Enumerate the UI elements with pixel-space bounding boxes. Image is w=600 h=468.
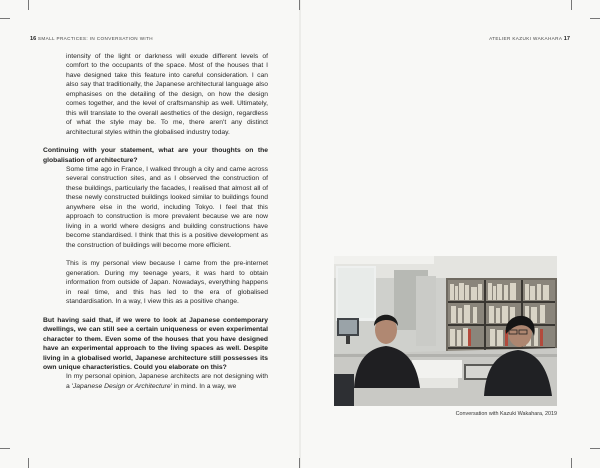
running-head-right [489,36,570,42]
crop-mark [590,18,600,19]
crop-mark [0,18,10,19]
running-head-right-text: ATELIER KAZUKI WAKAHARA [489,36,563,41]
answer-text-end: ' in mind. In a way, we [170,382,237,390]
interview-text [43,52,268,391]
answer-paragraph [43,372,268,391]
running-head-left [30,36,153,42]
crop-mark [590,448,600,449]
page-number-right: 17 [563,36,570,42]
page-number-left: 16 [30,36,37,42]
crop-mark [571,0,572,10]
question-paragraph: Continuing with your statement, what are your thoughts on the globalisation of architecture? [43,147,268,164]
gutter [299,0,301,468]
answer-text-start: In my personal opinion, Japanese architects are not designing with a ' [66,373,268,390]
crop-mark [299,458,300,468]
conversation-photo [334,256,557,406]
emphasis-text: Japanese Design or Architecture [72,382,171,390]
crop-mark [28,0,29,10]
crop-mark [0,448,10,449]
crop-mark [299,0,300,10]
photo-caption: Conversation with Kazuki Wakahara, 2019 [455,411,557,417]
crop-mark [28,458,29,468]
answer-paragraph: This is my personal view because I came from the pre-internet generation. During my teenage years, it was hard to obtain information from outside of Japan. Nowadays, everything happens in real time, and this has led to the era of globalised standardisation. In a way, I view this as a positive change. [66,260,268,306]
answer-paragraph: Some time ago in France, I walked through a city and came across several construction sites, and as I observed the construction of these buildings, particularly the facades, I realised that almost all of these newly constructed buildings looked similar to buildings found anywhere else in the world, including Tokyo. I feel that this approach to construction is more prevalent because we are now living in a world where designs and building constructions have become standardised. I think that this is a positive development as the construction of buildings will become more efficient. [66,165,268,249]
running-head-left-text: SMALL PRACTICES: IN CONVERSATION WITH [37,36,154,41]
crop-mark [571,458,572,468]
answer-paragraph: intensity of the light or darkness will exude different levels of comfort to the occupants of the space. Most of the houses that I have designed take this feature into careful consideration. I can also say that traditionally, the Japanese architectural language also emphasises on the detailing of the design, on how the design comes together, and the level of craftsmanship as well. Ultimately, this will translate to the overall aesthetics of the design, regardless of what the style may be. To me, there aren't any distinct architectural styles within the globalised industry today. [66,53,268,136]
question-paragraph: But having said that, if we were to look at Japanese contemporary dwellings, we can still see a certain uniqueness or even experimental character to them. Even some of the houses that you have designed have an experimental approach to the living spaces as well. Despite living in a globalised world, Japanese architecture still possesses its own unique characteristics. Could you elaborate on this? [43,316,268,371]
